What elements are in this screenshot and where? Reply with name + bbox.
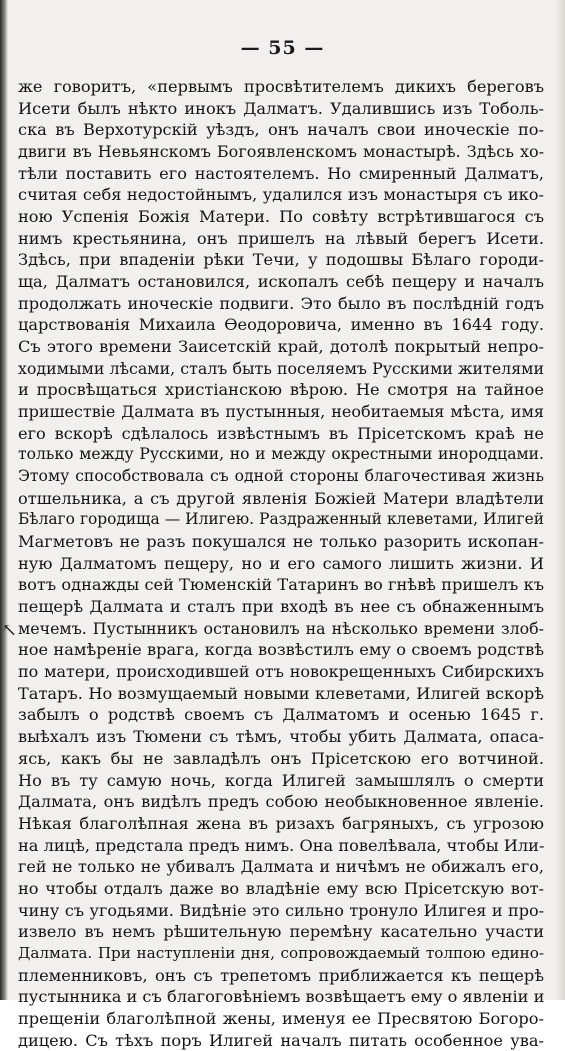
text-line: двиги въ Невьянскомъ Богоявленскомъ монастырѣ. Здѣсь хо- [18,142,544,162]
margin-mark: ↖ [2,620,18,641]
text-line: Здѣсь, при впаденіи рѣки Течи, у подошвы Бѣлаго городи- [18,250,544,270]
text-line: Далмата. При наступленіи дня, сопровождаемый толпою едино- [18,943,544,962]
text-line: Этому способствовала съ одной стороны благочестивая жизнь [18,467,544,486]
text-line: Бѣлаго городища — Илигею. Раздраженный клеветами, Илигей [18,510,544,529]
text-line: пустынника и съ благоговѣніемъ возвѣщаетъ ему о явленіи и [18,987,545,1007]
text-line: тѣли поставить его настоятелемъ. Но смиренный Далматъ, [18,163,544,183]
page-left-shadow [0,0,8,1000]
text-line: отшельника, а съ другой явленія Божіей Матери владѣтели [18,488,544,508]
text-line: Съ этого времени Заисетскій край, дотолѣ покрытый непро- [18,337,544,357]
text-line: извело въ немъ рѣшительную перемѣну касательно участи [18,922,544,942]
text-line: продолжать иноческіе подвиги. Это было въ послѣдній годъ [18,293,544,313]
body-text [18,76,544,1051]
text-line: на лицѣ, предстала предъ нимъ. Она повелѣвала, чтобы Или- [18,835,545,855]
text-line: Нѣкая благолѣпная жена въ ризахъ багряныхъ, съ угрозою [18,813,544,833]
text-line: вотъ однажды сей Тюменскій Татаринъ во гнѣвѣ пришелъ къ [18,575,544,595]
text-line: племенниковъ, онъ съ трепетомъ приближается къ пещерѣ [18,965,544,985]
text-line: прещеніи благолѣпной жены, именуя ее Пресвятою Богоро- [18,1008,544,1028]
page-number: — 55 — [240,37,325,59]
text-line: дицею. Съ тѣхъ поръ Илигей началъ питать особенное ува- [18,1030,544,1050]
text-line: Далмата, онъ видѣлъ предъ собою необыкновенное явленіе. [18,792,544,812]
page-right-shadow [555,0,565,1000]
text-line: ходимыми лѣсами, сталъ быть поселяемъ Русскими жителями [18,358,544,378]
text-line: гей не только не убивалъ Далмата и ничѣмъ не обижалъ его, [18,857,544,877]
text-line: чину съ угодьями. Видѣніе это сильно тронуло Илигея и про- [18,900,544,920]
text-line: нимъ крестьянина, онъ пришелъ на лѣвый берегъ Исети. [18,228,544,248]
text-line: ясь, какъ бы не завладѣлъ онъ Прісетскою его вотчиной. [18,748,544,768]
text-line: Исети былъ нѣкто инокъ Далматъ. Удалившись изъ Тоболь- [18,98,544,118]
text-line: и просвѣщаться христіанскою вѣрою. Не смотря на тайное [18,380,544,400]
text-line: пришествіе Далмата въ пустынныя, необитаемыя мѣста, имя [18,402,544,422]
text-line: Татаръ. Но возмущаемый новыми клеветами, Илигей вскорѣ [18,683,544,703]
text-line: но чтобы отдалъ даже во владѣніе ему всю Прісетскую вот- [18,878,544,898]
text-line: ное намѣреніе врага, когда возвѣстилъ ему о своемъ родствѣ [18,640,544,660]
text-line: пещерѣ Далмата и сталъ при входѣ въ нее съ обнаженнымъ [18,597,544,617]
text-line: ную Далматомъ пещеру, но и его самого лишить жизни. И [18,553,544,573]
text-line: по матери, происходившей отъ новокрещенныхъ Сибирскихъ [18,662,544,682]
text-line: забылъ о родствѣ своемъ съ Далматомъ и осенью 1645 г. [18,705,544,725]
text-line: мечемъ. Пустынникъ остановилъ на нѣсколько времени злоб- [18,618,544,638]
text-line: царствованія Михаила Ѳеодоровича, именно въ 1644 году. [18,315,544,335]
text-line: ска въ Верхотурскій уѣздъ, онъ началъ свои иноческіе по- [18,120,544,140]
text-line: его вскорѣ сдѣлалось извѣстнымъ въ Прісетскомъ краѣ не [18,423,544,443]
text-line: ною Успенія Божія Матери. По совѣту встрѣтившагося съ [18,207,544,227]
text-line: только между Русскими, но и между окрестными инородцами. [18,445,544,464]
text-line: же говоритъ, «первымъ просвѣтителемъ дикихъ береговъ [18,77,544,96]
text-line: считая себя недостойнымъ, удалился изъ монастыря съ ико- [18,185,544,205]
text-line: выѣхалъ изъ Тюмени съ тѣмъ, чтобы убить Далмата, опаса- [18,727,544,747]
text-line: Но въ ту самую ночь, когда Илигей замышлялъ о смерти [18,770,544,790]
text-line: ща, Далматъ остановился, ископалъ себѣ пещеру и началъ [18,272,544,292]
text-line: Магметовъ не разъ покушался не только разорить ископан- [18,532,544,552]
